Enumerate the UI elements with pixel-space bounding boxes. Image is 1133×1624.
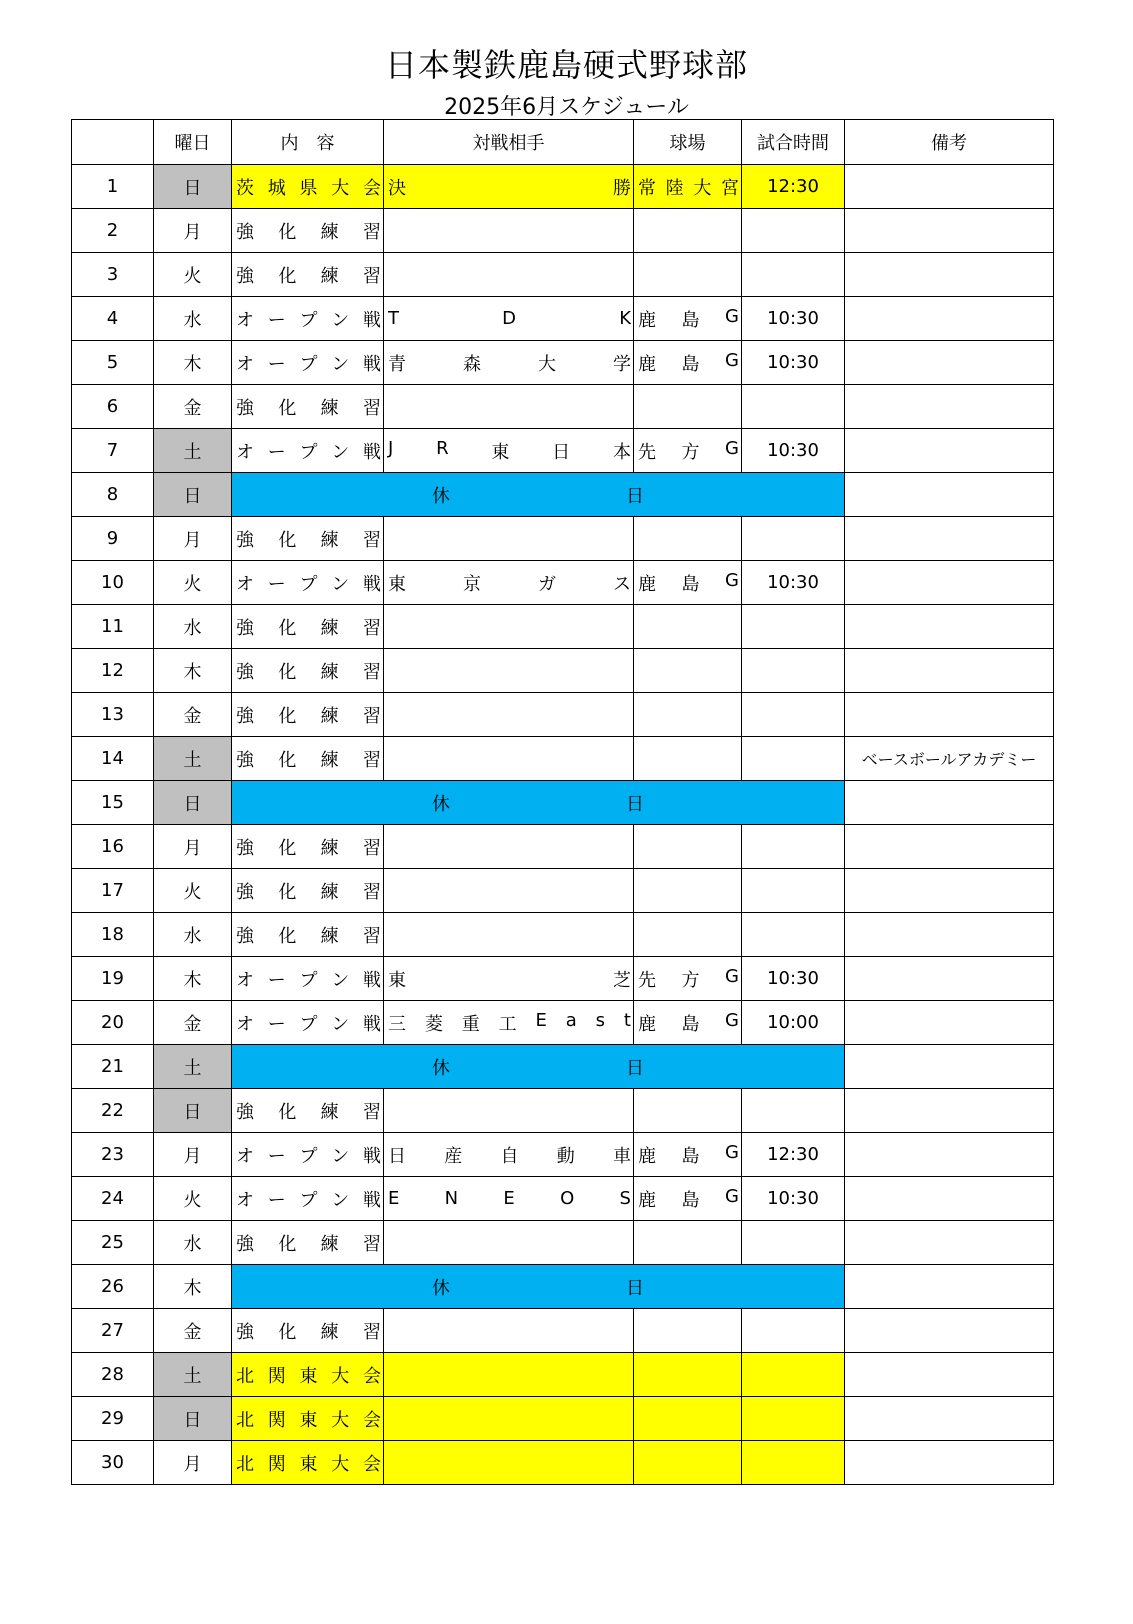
opponent-cell bbox=[384, 825, 634, 869]
weekday-cell: 木 bbox=[154, 341, 232, 385]
header-cell-dow: 曜日 bbox=[154, 120, 232, 165]
day-number-cell: 3 bbox=[72, 253, 154, 297]
venue-cell bbox=[634, 913, 742, 957]
content-cell bbox=[232, 429, 384, 473]
opponent-cell bbox=[384, 253, 634, 297]
note-cell bbox=[845, 869, 1054, 913]
content-cell bbox=[232, 165, 384, 209]
content-cell bbox=[232, 1089, 384, 1133]
table-row bbox=[72, 297, 1054, 341]
note-cell bbox=[845, 341, 1054, 385]
note-cell: ベースボールアカデミー bbox=[845, 737, 1054, 781]
content-cell bbox=[232, 1221, 384, 1265]
table-row bbox=[72, 341, 1054, 385]
venue-cell bbox=[634, 561, 742, 605]
opp-text: 東 芝 bbox=[388, 969, 631, 991]
weekday-cell: 火 bbox=[154, 253, 232, 297]
weekday-cell: 日 bbox=[154, 1397, 232, 1441]
venue-cell bbox=[634, 693, 742, 737]
content-cell bbox=[232, 737, 384, 781]
opponent-cell bbox=[384, 913, 634, 957]
venue-cell bbox=[634, 825, 742, 869]
day-number-cell: 10 bbox=[72, 561, 154, 605]
opp-text: 日 産 自 動 車 bbox=[388, 1145, 631, 1167]
table-row bbox=[72, 781, 1054, 825]
table-row bbox=[72, 737, 1054, 781]
holiday-cell bbox=[232, 1265, 845, 1309]
time-cell bbox=[742, 825, 845, 869]
opponent-cell bbox=[384, 209, 634, 253]
opponent-cell bbox=[384, 1001, 634, 1045]
weekday-cell: 月 bbox=[154, 209, 232, 253]
table-row bbox=[72, 1309, 1054, 1353]
venue-cell bbox=[634, 605, 742, 649]
note-cell bbox=[845, 1353, 1054, 1397]
weekday-cell: 月 bbox=[154, 1133, 232, 1177]
venue-cell bbox=[634, 429, 742, 473]
day-number-cell: 12 bbox=[72, 649, 154, 693]
venue-cell bbox=[634, 1001, 742, 1045]
weekday-cell: 土 bbox=[154, 737, 232, 781]
venue-text: 常 陸 大 宮 bbox=[638, 177, 739, 199]
note-cell bbox=[845, 1221, 1054, 1265]
time-cell bbox=[742, 209, 845, 253]
holiday-char: 休 bbox=[432, 1057, 450, 1079]
venue-cell bbox=[634, 1309, 742, 1353]
time-cell bbox=[742, 1309, 845, 1353]
note-cell bbox=[845, 473, 1054, 517]
day-number-cell: 18 bbox=[72, 913, 154, 957]
opp-text: 決 勝 bbox=[388, 177, 631, 199]
opponent-cell bbox=[384, 385, 634, 429]
weekday-cell: 水 bbox=[154, 913, 232, 957]
cont-text: 強 化 練 習 bbox=[236, 705, 381, 727]
weekday-cell: 土 bbox=[154, 1045, 232, 1089]
table-row bbox=[72, 649, 1054, 693]
table-row bbox=[72, 429, 1054, 473]
weekday-cell: 土 bbox=[154, 1353, 232, 1397]
day-number-cell: 7 bbox=[72, 429, 154, 473]
table-row bbox=[72, 253, 1054, 297]
day-number-cell: 2 bbox=[72, 209, 154, 253]
note-cell bbox=[845, 693, 1054, 737]
table-row bbox=[72, 517, 1054, 561]
opp-text: T D K bbox=[388, 308, 631, 329]
opponent-cell bbox=[384, 649, 634, 693]
venue-cell bbox=[634, 385, 742, 429]
opponent-cell bbox=[384, 1089, 634, 1133]
header-cell-no bbox=[72, 120, 154, 165]
content-cell bbox=[232, 561, 384, 605]
day-number-cell: 30 bbox=[72, 1441, 154, 1485]
weekday-cell: 日 bbox=[154, 473, 232, 517]
opponent-cell bbox=[384, 1221, 634, 1265]
cont-text: オ ー プ ン 戦 bbox=[236, 969, 381, 991]
header-cell-content: 内 容 bbox=[232, 120, 384, 165]
time-cell bbox=[742, 385, 845, 429]
content-cell bbox=[232, 1001, 384, 1045]
cont-text: 北 関 東 大 会 bbox=[236, 1365, 381, 1387]
weekday-cell: 木 bbox=[154, 1265, 232, 1309]
content-cell bbox=[232, 825, 384, 869]
table-row bbox=[72, 693, 1054, 737]
opponent-cell bbox=[384, 693, 634, 737]
time-cell: 12:30 bbox=[742, 165, 845, 209]
venue-cell bbox=[634, 869, 742, 913]
venue-text: 鹿 島 G bbox=[638, 1141, 739, 1167]
note-cell bbox=[845, 165, 1054, 209]
cont-text: 強 化 練 習 bbox=[236, 397, 381, 419]
time-cell bbox=[742, 1397, 845, 1441]
table-row bbox=[72, 1441, 1054, 1485]
cont-text: 強 化 練 習 bbox=[236, 221, 381, 243]
schedule-table bbox=[71, 119, 1054, 1485]
venue-cell bbox=[634, 1089, 742, 1133]
note-cell bbox=[845, 1265, 1054, 1309]
note-cell bbox=[845, 1133, 1054, 1177]
opp-text: 青 森 大 学 bbox=[388, 353, 631, 375]
note-cell bbox=[845, 1441, 1054, 1485]
holiday-cell bbox=[232, 473, 845, 517]
table-row bbox=[72, 1265, 1054, 1309]
day-number-cell: 26 bbox=[72, 1265, 154, 1309]
day-number-cell: 28 bbox=[72, 1353, 154, 1397]
opponent-cell bbox=[384, 165, 634, 209]
holiday-char: 休 bbox=[432, 1277, 450, 1299]
note-cell bbox=[845, 385, 1054, 429]
weekday-cell: 金 bbox=[154, 693, 232, 737]
weekday-cell: 月 bbox=[154, 517, 232, 561]
cont-text: オ ー プ ン 戦 bbox=[236, 353, 381, 375]
cont-text: 北 関 東 大 会 bbox=[236, 1409, 381, 1431]
venue-text: 先 方 G bbox=[638, 437, 739, 463]
day-number-cell: 27 bbox=[72, 1309, 154, 1353]
cont-text: 強 化 練 習 bbox=[236, 661, 381, 683]
opponent-cell bbox=[384, 429, 634, 473]
holiday-cell bbox=[232, 781, 845, 825]
note-cell bbox=[845, 913, 1054, 957]
time-cell bbox=[742, 1221, 845, 1265]
venue-cell bbox=[634, 1133, 742, 1177]
cont-text: 強 化 練 習 bbox=[236, 881, 381, 903]
opponent-cell bbox=[384, 605, 634, 649]
time-cell bbox=[742, 1353, 845, 1397]
header-cell-venue: 球場 bbox=[634, 120, 742, 165]
venue-text: 鹿 島 G bbox=[638, 569, 739, 595]
opponent-cell bbox=[384, 341, 634, 385]
venue-text: 先 方 G bbox=[638, 965, 739, 991]
table-row bbox=[72, 209, 1054, 253]
opponent-cell bbox=[384, 1441, 634, 1485]
venue-cell bbox=[634, 165, 742, 209]
note-cell bbox=[845, 781, 1054, 825]
venue-cell bbox=[634, 341, 742, 385]
day-number-cell: 22 bbox=[72, 1089, 154, 1133]
time-cell bbox=[742, 1089, 845, 1133]
content-cell bbox=[232, 209, 384, 253]
opponent-cell bbox=[384, 297, 634, 341]
cont-text: オ ー プ ン 戦 bbox=[236, 1013, 381, 1035]
table-row bbox=[72, 1133, 1054, 1177]
opponent-cell bbox=[384, 1133, 634, 1177]
venue-cell bbox=[634, 1177, 742, 1221]
header-cell-time: 試合時間 bbox=[742, 120, 845, 165]
weekday-cell: 日 bbox=[154, 165, 232, 209]
header-row bbox=[72, 120, 1054, 165]
venue-text: 鹿 島 G bbox=[638, 305, 739, 331]
table-row bbox=[72, 1001, 1054, 1045]
day-number-cell: 20 bbox=[72, 1001, 154, 1045]
weekday-cell: 金 bbox=[154, 385, 232, 429]
content-cell bbox=[232, 1441, 384, 1485]
content-cell bbox=[232, 869, 384, 913]
opp-text: E N E O S bbox=[388, 1188, 631, 1209]
table-row bbox=[72, 1089, 1054, 1133]
weekday-cell: 水 bbox=[154, 297, 232, 341]
header-cell-opponent: 対戦相手 bbox=[384, 120, 634, 165]
page-subtitle: 2025年6月スケジュール bbox=[444, 95, 689, 120]
day-number-cell: 23 bbox=[72, 1133, 154, 1177]
note-cell bbox=[845, 253, 1054, 297]
note-cell bbox=[845, 1045, 1054, 1089]
content-cell bbox=[232, 297, 384, 341]
cont-text: 強 化 練 習 bbox=[236, 749, 381, 771]
time-cell bbox=[742, 693, 845, 737]
opp-text: J R 東 日 本 bbox=[388, 437, 631, 463]
holiday-char: 日 bbox=[626, 1057, 644, 1079]
cont-text: オ ー プ ン 戦 bbox=[236, 309, 381, 331]
venue-cell bbox=[634, 649, 742, 693]
table-row bbox=[72, 385, 1054, 429]
time-cell bbox=[742, 1441, 845, 1485]
holiday-char: 日 bbox=[626, 485, 644, 507]
opponent-cell bbox=[384, 737, 634, 781]
day-number-cell: 21 bbox=[72, 1045, 154, 1089]
time-cell bbox=[742, 913, 845, 957]
cont-text: 強 化 練 習 bbox=[236, 1101, 381, 1123]
venue-cell bbox=[634, 1441, 742, 1485]
table-row bbox=[72, 1397, 1054, 1441]
opponent-cell bbox=[384, 1397, 634, 1441]
venue-cell bbox=[634, 957, 742, 1001]
cont-text: 茨 城 県 大 会 bbox=[236, 177, 381, 199]
day-number-cell: 13 bbox=[72, 693, 154, 737]
weekday-cell: 月 bbox=[154, 1441, 232, 1485]
cont-text: オ ー プ ン 戦 bbox=[236, 1189, 381, 1211]
weekday-cell: 日 bbox=[154, 781, 232, 825]
table-row bbox=[72, 825, 1054, 869]
table-row bbox=[72, 1221, 1054, 1265]
weekday-cell: 木 bbox=[154, 957, 232, 1001]
table-row bbox=[72, 561, 1054, 605]
cont-text: 強 化 練 習 bbox=[236, 617, 381, 639]
day-number-cell: 24 bbox=[72, 1177, 154, 1221]
weekday-cell: 水 bbox=[154, 605, 232, 649]
venue-cell bbox=[634, 1221, 742, 1265]
table-row bbox=[72, 1045, 1054, 1089]
note-cell bbox=[845, 1397, 1054, 1441]
weekday-cell: 木 bbox=[154, 649, 232, 693]
note-cell bbox=[845, 429, 1054, 473]
holiday-char: 日 bbox=[626, 1277, 644, 1299]
time-cell bbox=[742, 605, 845, 649]
day-number-cell: 25 bbox=[72, 1221, 154, 1265]
content-cell bbox=[232, 1177, 384, 1221]
day-number-cell: 15 bbox=[72, 781, 154, 825]
note-cell bbox=[845, 297, 1054, 341]
holiday-char: 休 bbox=[432, 485, 450, 507]
time-cell bbox=[742, 253, 845, 297]
table-row bbox=[72, 1353, 1054, 1397]
venue-cell bbox=[634, 297, 742, 341]
time-cell: 10:30 bbox=[742, 561, 845, 605]
day-number-cell: 14 bbox=[72, 737, 154, 781]
cont-text: 北 関 東 大 会 bbox=[236, 1453, 381, 1475]
content-cell bbox=[232, 1309, 384, 1353]
note-cell bbox=[845, 957, 1054, 1001]
content-cell bbox=[232, 341, 384, 385]
holiday-char: 休 bbox=[432, 793, 450, 815]
cont-text: オ ー プ ン 戦 bbox=[236, 1145, 381, 1167]
weekday-cell: 月 bbox=[154, 825, 232, 869]
weekday-cell: 火 bbox=[154, 869, 232, 913]
content-cell bbox=[232, 1397, 384, 1441]
note-cell bbox=[845, 825, 1054, 869]
day-number-cell: 4 bbox=[72, 297, 154, 341]
table-row bbox=[72, 605, 1054, 649]
cont-text: 強 化 練 習 bbox=[236, 265, 381, 287]
day-number-cell: 1 bbox=[72, 165, 154, 209]
time-cell bbox=[742, 649, 845, 693]
table-row bbox=[72, 473, 1054, 517]
note-cell bbox=[845, 517, 1054, 561]
cont-text: 強 化 練 習 bbox=[236, 529, 381, 551]
table-row bbox=[72, 165, 1054, 209]
holiday-cell bbox=[232, 1045, 845, 1089]
opponent-cell bbox=[384, 1353, 634, 1397]
day-number-cell: 11 bbox=[72, 605, 154, 649]
cont-text: 強 化 練 習 bbox=[236, 837, 381, 859]
cont-text: 強 化 練 習 bbox=[236, 1233, 381, 1255]
venue-text: 鹿 島 G bbox=[638, 349, 739, 375]
venue-cell bbox=[634, 209, 742, 253]
time-cell: 10:30 bbox=[742, 1177, 845, 1221]
weekday-cell: 火 bbox=[154, 561, 232, 605]
weekday-cell: 金 bbox=[154, 1309, 232, 1353]
content-cell bbox=[232, 1133, 384, 1177]
content-cell bbox=[232, 913, 384, 957]
day-number-cell: 9 bbox=[72, 517, 154, 561]
cont-text: 強 化 練 習 bbox=[236, 1321, 381, 1343]
time-cell bbox=[742, 737, 845, 781]
page-title: 日本製鉄鹿島硬式野球部 bbox=[384, 46, 748, 84]
day-number-cell: 8 bbox=[72, 473, 154, 517]
weekday-cell: 金 bbox=[154, 1001, 232, 1045]
opponent-cell bbox=[384, 1309, 634, 1353]
content-cell bbox=[232, 253, 384, 297]
holiday-char: 日 bbox=[626, 793, 644, 815]
day-number-cell: 5 bbox=[72, 341, 154, 385]
time-cell bbox=[742, 517, 845, 561]
note-cell bbox=[845, 1001, 1054, 1045]
day-number-cell: 17 bbox=[72, 869, 154, 913]
note-cell bbox=[845, 561, 1054, 605]
note-cell bbox=[845, 1089, 1054, 1133]
opponent-cell bbox=[384, 957, 634, 1001]
table-row bbox=[72, 869, 1054, 913]
table-row bbox=[72, 1177, 1054, 1221]
time-cell bbox=[742, 869, 845, 913]
opponent-cell bbox=[384, 517, 634, 561]
day-number-cell: 6 bbox=[72, 385, 154, 429]
table-row bbox=[72, 913, 1054, 957]
venue-cell bbox=[634, 737, 742, 781]
note-cell bbox=[845, 209, 1054, 253]
note-cell bbox=[845, 1177, 1054, 1221]
venue-text: 鹿 島 G bbox=[638, 1009, 739, 1035]
note-cell bbox=[845, 605, 1054, 649]
time-cell: 10:30 bbox=[742, 297, 845, 341]
venue-cell bbox=[634, 517, 742, 561]
content-cell bbox=[232, 517, 384, 561]
venue-text: 鹿 島 G bbox=[638, 1185, 739, 1211]
cont-text: 強 化 練 習 bbox=[236, 925, 381, 947]
opp-text: 東 京 ガ ス bbox=[388, 573, 631, 595]
time-cell: 10:30 bbox=[742, 957, 845, 1001]
weekday-cell: 日 bbox=[154, 1089, 232, 1133]
opp-text: 三 菱 重 工 E a s t bbox=[388, 1009, 631, 1035]
day-number-cell: 16 bbox=[72, 825, 154, 869]
content-cell bbox=[232, 605, 384, 649]
weekday-cell: 水 bbox=[154, 1221, 232, 1265]
content-cell bbox=[232, 649, 384, 693]
note-cell bbox=[845, 649, 1054, 693]
weekday-cell: 火 bbox=[154, 1177, 232, 1221]
venue-cell bbox=[634, 1397, 742, 1441]
opponent-cell bbox=[384, 1177, 634, 1221]
content-cell bbox=[232, 385, 384, 429]
header-cell-note: 備考 bbox=[845, 120, 1054, 165]
venue-cell bbox=[634, 253, 742, 297]
content-cell bbox=[232, 693, 384, 737]
table-row bbox=[72, 957, 1054, 1001]
time-cell: 12:30 bbox=[742, 1133, 845, 1177]
time-cell: 10:30 bbox=[742, 429, 845, 473]
day-number-cell: 29 bbox=[72, 1397, 154, 1441]
cont-text: オ ー プ ン 戦 bbox=[236, 441, 381, 463]
weekday-cell: 土 bbox=[154, 429, 232, 473]
content-cell bbox=[232, 957, 384, 1001]
time-cell: 10:30 bbox=[742, 341, 845, 385]
opponent-cell bbox=[384, 561, 634, 605]
note-cell bbox=[845, 1309, 1054, 1353]
venue-cell bbox=[634, 1353, 742, 1397]
time-cell: 10:00 bbox=[742, 1001, 845, 1045]
cont-text: オ ー プ ン 戦 bbox=[236, 573, 381, 595]
day-number-cell: 19 bbox=[72, 957, 154, 1001]
content-cell bbox=[232, 1353, 384, 1397]
opponent-cell bbox=[384, 869, 634, 913]
